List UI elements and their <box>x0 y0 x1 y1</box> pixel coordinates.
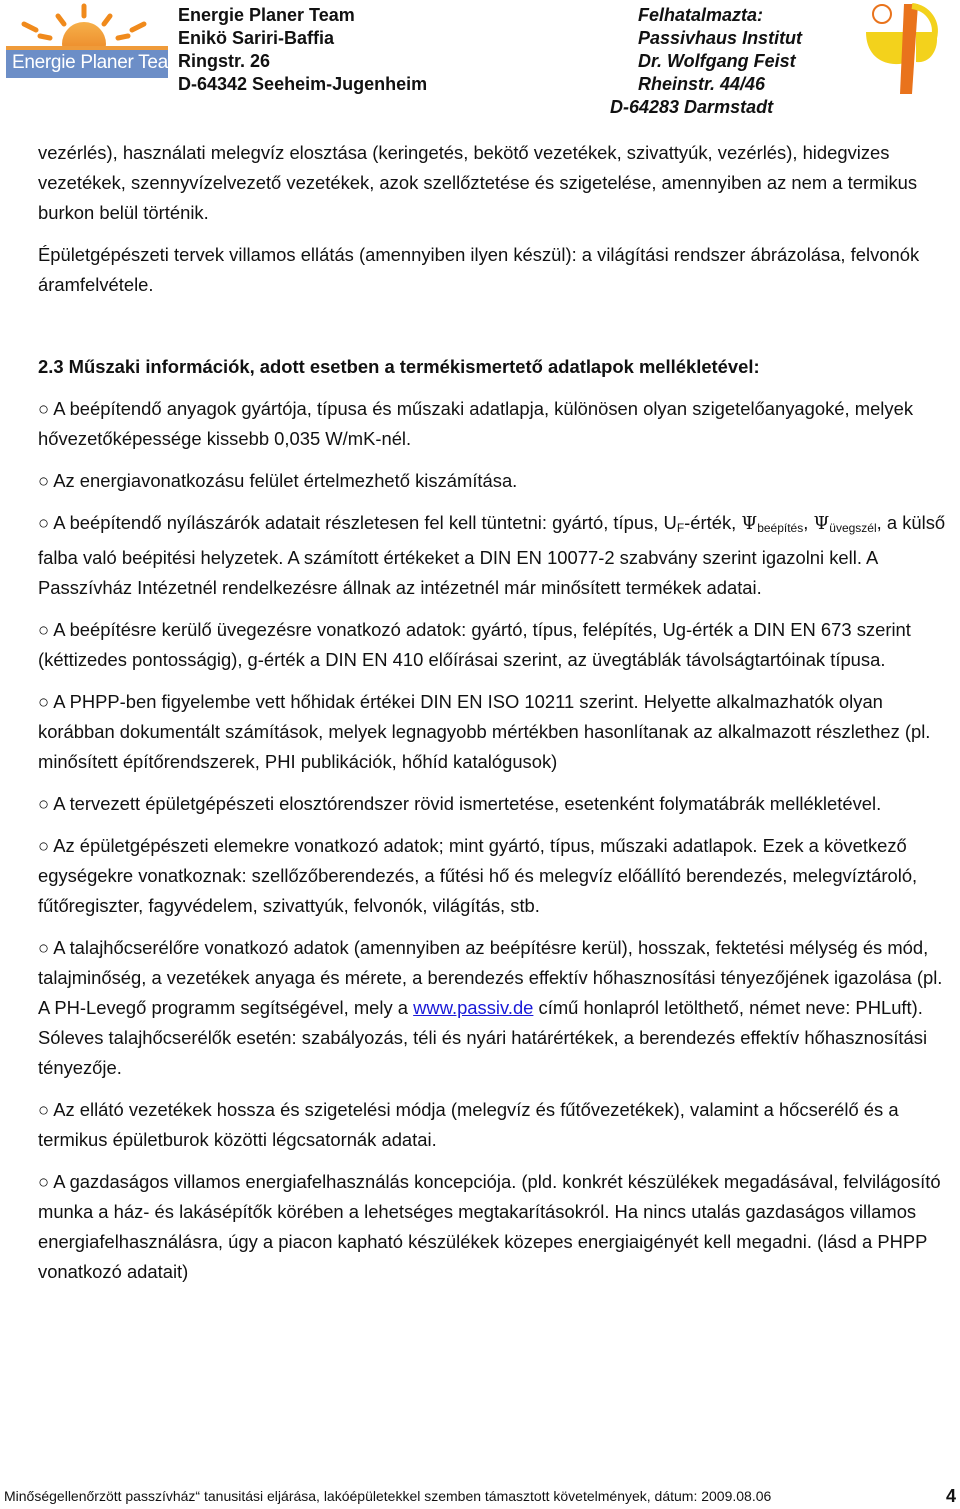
text-run: ○ A beépítendő nyílászárók adatait részletesen fel kell tüntetni: gyártó, típus, U <box>38 512 677 533</box>
paragraph-intro: vezérlés), használati melegvíz elosztása (keringetés, bekötő vezetékek, szivattyúk, vezérlés), hidegvizes vezetékek, szennyvízelvezető vezetékek, azok szellőztetése és szigetelése, amennyiben az nem a termikus burkon belül történik. <box>38 142 918 223</box>
bullet-supply-pipes: ○ Az ellátó vezetékek hossza és szigetelési módja (melegvíz és fűtővezetékek), valamint a hőcserélő és a termikus épületburok közötti légcsatornák adatai. <box>38 1099 899 1150</box>
authority-address <box>610 4 803 119</box>
bullet-ground-heat-exchanger <box>38 933 954 1083</box>
text-run: című honlapról letölthető, német neve: PHLuft). Sóleves talajhőcserélők esetén: szabályozás, téli és nyári határértékek, a berendezés effektív hőhasznosítási tényezője. <box>38 997 928 1078</box>
bullet-thermal-bridges: ○ A PHPP-ben figyelembe vett hőhidak értékei DIN EN ISO 10211 szerint. Helyette alkalmazhatók olyan korábban dokumentált számítások, melyek legnagyobb mértékben hasonlítanak az alkalmazott részlethez (pl. minősített építőrendszerek, PHI publikációk, hőhíd katalógusok) <box>38 691 931 772</box>
text-run: , a külső falba való beépitési helyzetek. A számított értékeket a DIN EN 10077-2 szabvány szerint igazolni kell. A Passzívház Intézetnél rendelkezésre állnak az intézetnél már minősített termékek adatai. <box>38 512 946 598</box>
address-line: Energie Planer Team <box>178 5 355 25</box>
bullet-surface: ○ Az energiavonatkozásu felület értelmezhető kiszámítása. <box>38 470 518 491</box>
page-header <box>0 0 960 120</box>
address-line: Dr. Wolfgang Feist <box>638 51 796 71</box>
energie-planer-team-logo <box>6 2 184 78</box>
address-line: D-64342 Seeheim-Jugenheim <box>178 74 428 94</box>
section-heading: 2.3 Műszaki információk, adott esetben a termékismertető adatlapok mellékletével: <box>38 356 760 377</box>
bullet-electricity-concept: ○ A gazdaságos villamos energiafelhasználás koncepciója. (pld. konkrét készülékek megadásával, felvilágosító munka a ház- és lakásépítők körében a lehetséges megtakarításokról. Ha nincs utalás gazdaságos villamos energiafelhasználásra, úgy a piacon kapható készülékek közepes energiaigényét kell megadni. (lásd a PHPP vonatkozó adatait) <box>38 1171 941 1282</box>
page-footer: Minőségellenőrzött passzívház“ tanusitási eljárása, lakóépületekkel szemben támasztott követelmények, dátum: 2009.08.06 <box>4 1488 772 1504</box>
passiv-de-link[interactable]: www.passiv.de <box>413 997 534 1018</box>
logo-text: Energie Planer Team <box>12 52 184 73</box>
text-run: , <box>803 512 814 533</box>
address-line: D-64283 Darmstadt <box>610 97 774 117</box>
address-line: Enikö Sariri-Baffia <box>178 28 335 48</box>
subscript: üvegszél <box>829 521 877 535</box>
psi-symbol: Ψ <box>813 513 830 534</box>
text-run: ○ A talajhőcserélőre vonatkozó adatok (amennyiben az beépítésre kerül), hosszak, fektetési mélység és mód, talajminőség, a vezetékek anyaga és mérete, a berendezés effektív hőhasznosítási tényezőjének igazolása (pl. A PH-Levegő programm segítségével, mely a <box>38 937 943 1018</box>
passivhaus-institut-logo <box>862 2 942 100</box>
psi-symbol: Ψ <box>741 513 758 534</box>
bullet-building-services: ○ Az épületgépészeti elemekre vonatkozó adatok; mint gyártó, típus, műszaki adatlapok. Ezek a következő egységekre vonatkoznak: szellőzőberendezés, a fűtési hő és melegvíz előállító berendezés, melegvíztároló, fűtőregiszter, fagyvédelem, szivattyúk, felvonók, világítás, stb. <box>38 835 918 916</box>
address-line: Rheinstr. 44/46 <box>638 74 766 94</box>
sender-address <box>178 4 427 96</box>
bullet-windows <box>38 508 954 603</box>
subscript: beépítés <box>757 521 804 535</box>
bullet-materials: ○ A beépítendő anyagok gyártója, típusa és műszaki adatlapja, különösen olyan szigetelőanyagoké, melyek hővezetőképessége kissebb 0,035 W/mK-nél. <box>38 398 914 449</box>
subscript: F <box>676 521 685 535</box>
address-line: Felhatalmazta: <box>638 5 764 25</box>
bullet-distribution: ○ A tervezett épületgépészeti elosztórendszer rövid ismertetése, esetenként folymatábrák mellékletével. <box>38 793 882 814</box>
address-line: Ringstr. 26 <box>178 51 271 71</box>
bullet-glazing: ○ A beépítésre kerülő üvegezésre vonatkozó adatok: gyártó, típus, felépítés, Ug-érték a DIN EN 673 szerint (kéttizedes pontosságig), g-érték a DIN EN 410 előírásai szerint, az üvegtáblák távolságtartóinak típusa. <box>38 619 911 670</box>
text-run: -érték, <box>684 512 742 533</box>
document-body <box>38 138 954 1287</box>
address-line: Passivhaus Institut <box>638 28 803 48</box>
paragraph-electric: Épületgépészeti tervek villamos ellátás (amennyiben ilyen készül): a világítási rendszer ábrázolása, felvonók áramfelvétele. <box>38 244 920 295</box>
page-number: 4 <box>945 1486 956 1506</box>
